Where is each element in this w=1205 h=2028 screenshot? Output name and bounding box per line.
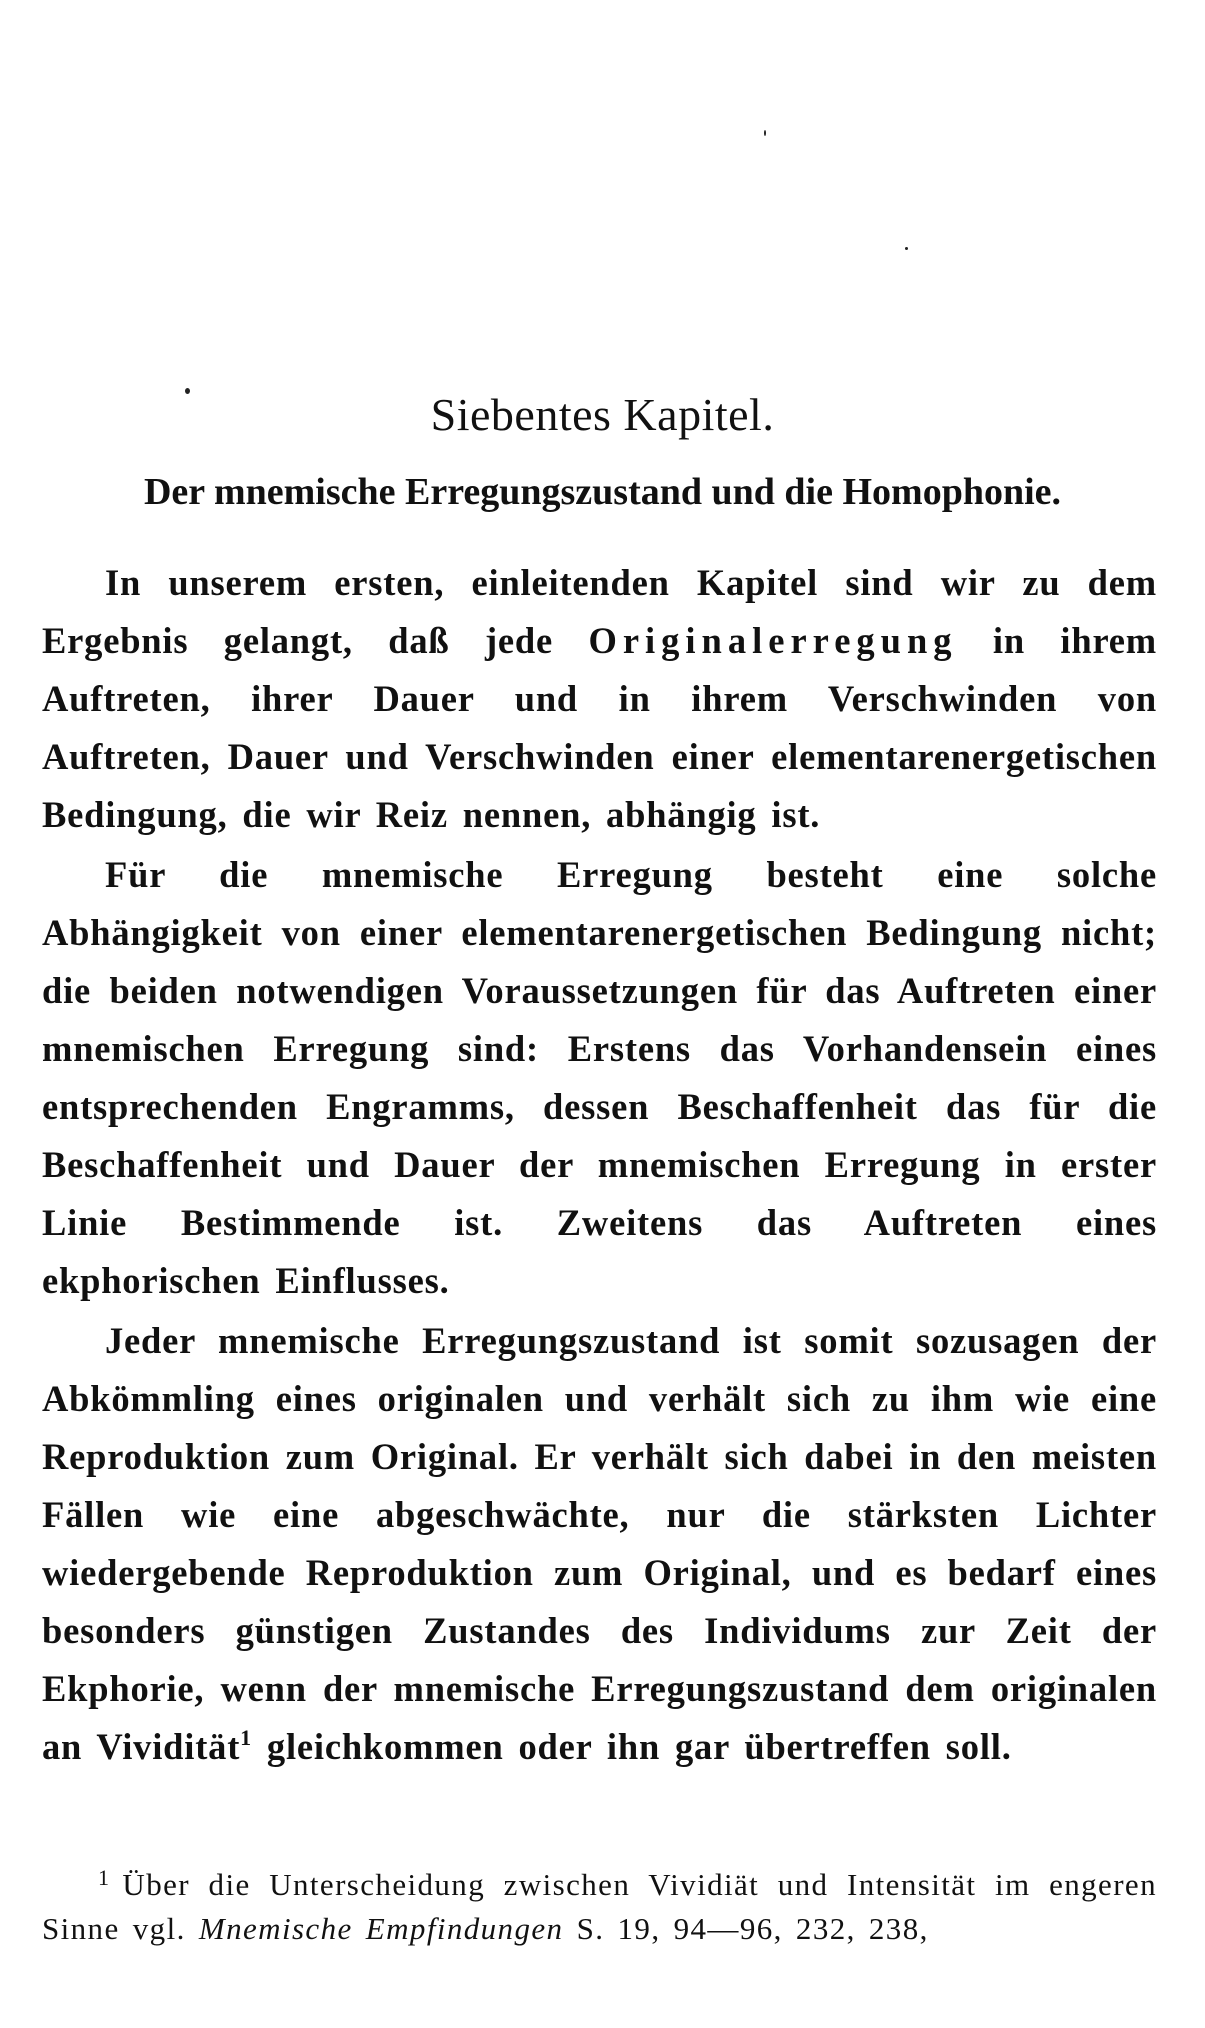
paragraph-1 <box>42 554 1157 844</box>
paragraph-2: Für die mnemische Erregung besteht eine solche Abhängigkeit von einer elementarenergetischen Bedingung nicht; die beiden notwendigen Voraussetzungen für das Auftreten einer mnemischen Erregung sind: Erstens das Vorhandensein eines entsprechenden Engramms, dessen Beschaffenheit das für die Beschaffenheit und Dauer der mnemischen Erregung in erster Linie Bestimmende ist. Zweitens das Auftreten eines ekphorischen Einflusses. <box>42 854 1157 1301</box>
scan-speck <box>764 130 766 136</box>
chapter-subtitle: Der mnemische Erregungszustand und die Homophonie. <box>143 471 1062 513</box>
footnote-text-start: Über die Unterscheidung zwischen Vividiät und Intensität im engeren Sinne vgl. <box>42 1867 1157 1946</box>
footnote-cited-work: Mnemische Empfindungen <box>198 1911 564 1946</box>
body-text <box>42 554 1157 1778</box>
paragraph-1-start: In unserem ersten, einleitenden Kapitel sind wir zu dem Ergebnis gelangt, daß jede <box>42 562 1157 661</box>
emphasized-term: Originalerregung <box>588 620 958 661</box>
paragraph-3 <box>42 1312 1157 1776</box>
footnote <box>42 1863 1157 1951</box>
paragraph-1-end: in ihrem Auftreten, ihrer Dauer und in ihrem Verschwinden von Auftreten, Dauer und Verschwinden einer elementarenergetischen Bedingung, die wir Reiz nennen, abhängig ist. <box>42 620 1157 835</box>
paragraph-3-end: gleichkommen oder ihn gar übertreffen soll. <box>251 1726 1012 1767</box>
scan-speck <box>905 247 908 250</box>
paragraph-3-start: Jeder mnemische Erregungszustand ist somit sozusagen der Abkömmling eines originalen und verhält sich zu ihm wie eine Reproduktion zum Original. Er verhält sich dabei in den meisten Fällen wie eine abgeschwächte, nur die stärksten Lichter wiedergebende Reproduktion zum Original, und es bedarf eines besonders günstigen Zustandes des Individums zur Zeit der Ekphorie, wenn der mnemische Erregungszustand dem originalen an Vividität <box>42 1320 1157 1767</box>
footnote-reference[interactable]: 1 <box>240 1725 252 1750</box>
chapter-title: Siebentes Kapitel. <box>430 389 775 440</box>
footnote-text-end: S. 19, 94—96, 232, 238, <box>563 1911 929 1946</box>
footnote-mark: 1 <box>98 1865 111 1890</box>
scan-speck <box>185 388 190 394</box>
